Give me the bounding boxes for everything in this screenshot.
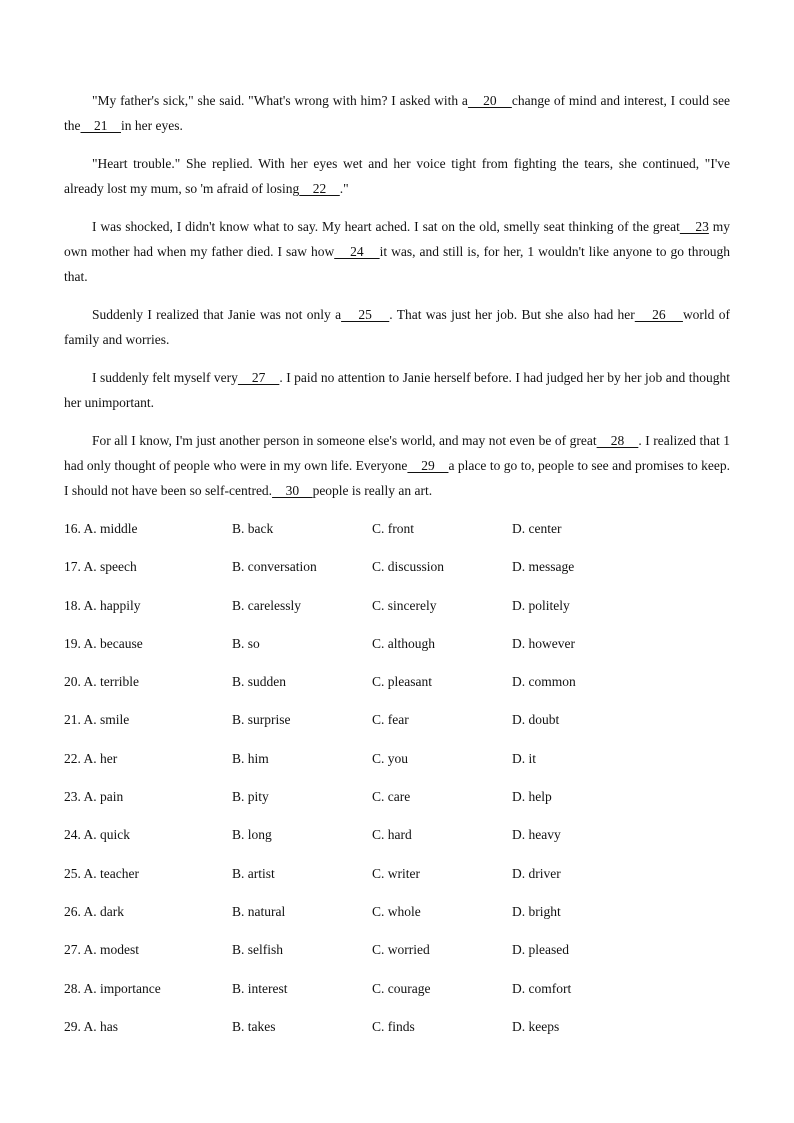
option-d: D. heavy [512, 827, 561, 843]
options-list [64, 518, 730, 1054]
passage-text: "Heart trouble." She replied. With her eyes wet and her voice tight from fighting the tears, she continued, "I've already lost my mum, so 'm afraid of losing [64, 156, 730, 196]
blank-number: 24 [334, 244, 380, 259]
passage-text: Suddenly I realized that Janie was not only a [92, 307, 342, 322]
option-c: C. you [372, 750, 409, 766]
option-d: D. it [512, 750, 537, 766]
option-c: C. whole [372, 903, 421, 919]
question-row [64, 748, 730, 786]
option-d: D. however [512, 635, 575, 651]
option-d: D. politely [512, 597, 570, 613]
blank-number: 28 [596, 433, 639, 448]
option-a: 24. A. quick [64, 827, 130, 843]
option-c: C. finds [372, 1018, 415, 1034]
passage-text: in her eyes. [121, 118, 183, 133]
passage-text: I suddenly felt myself very [92, 370, 238, 385]
passage-text: people is really an art. [312, 483, 433, 498]
passage-text: For all I know, I'm just another person in someone else's world, and may not even be of great [92, 433, 597, 448]
option-c: C. courage [372, 980, 431, 996]
question-row [64, 633, 730, 671]
option-b: B. conversation [232, 559, 317, 575]
option-c: C. front [372, 521, 414, 536]
option-d: D. comfort [512, 980, 572, 996]
question-row [64, 671, 730, 709]
passage-text: "My father's sick," she said. "What's wrong with him? I asked with a [92, 93, 468, 108]
passage-text: I was shocked, I didn't know what to say. My heart ached. I sat on the old, smelly seat thinking of the great [92, 219, 680, 234]
passage-text: ." [339, 181, 349, 196]
question-row [64, 824, 730, 862]
option-c: C. fear [372, 712, 409, 728]
blank-number: 30 [272, 483, 313, 498]
option-c: C. discussion [372, 559, 445, 575]
passage-text: world of family and worries. [64, 307, 731, 347]
option-c: C. although [372, 635, 435, 651]
option-b: B. takes [232, 1018, 276, 1034]
option-c: C. care [372, 789, 411, 805]
passage-paragraph [64, 302, 730, 352]
passage [64, 88, 730, 516]
option-a: 25. A. teacher [64, 865, 139, 881]
option-a: 26. A. dark [64, 903, 124, 919]
option-a: 17. A. speech [64, 559, 137, 575]
passage-text: change of mind and interest, I could see the [64, 93, 730, 133]
blank-number: 22 [299, 181, 340, 196]
passage-text: my own mother had when my father died. I saw how [64, 219, 730, 259]
blank-number: 20 [467, 93, 512, 108]
passage-paragraph [64, 365, 730, 415]
option-a: 27. A. modest [64, 942, 140, 958]
option-c: C. hard [372, 827, 412, 843]
passage-text: a place to go to, people to see and promises to keep. I should not have been so self-centred. [64, 458, 731, 498]
option-a: 28. A. importance [64, 980, 161, 996]
option-d: D. help [512, 789, 552, 805]
blank-number: 26 [634, 307, 683, 322]
passage-paragraph [64, 88, 730, 138]
question-row [64, 595, 730, 633]
option-b: B. sudden [232, 674, 286, 690]
option-c: C. pleasant [372, 674, 432, 690]
option-b: B. long [232, 827, 272, 843]
option-a: 16. A. middle [64, 521, 138, 536]
passage-paragraph [64, 428, 730, 503]
blank-number: 29 [407, 458, 449, 473]
blank-number: 27 [237, 370, 280, 385]
option-d: D. pleased [512, 942, 569, 958]
option-d: D. driver [512, 865, 561, 881]
option-a: 23. A. pain [64, 789, 124, 805]
question-row [64, 518, 730, 556]
option-d: D. message [512, 559, 575, 575]
option-b: B. carelessly [232, 597, 301, 613]
passage-paragraph [64, 214, 730, 289]
question-row [64, 1016, 730, 1054]
question-row [64, 556, 730, 594]
option-b: B. interest [232, 980, 288, 996]
passage-text: . That was just her job. But she also had her [389, 307, 635, 322]
question-row [64, 939, 730, 977]
question-row [64, 863, 730, 901]
question-row [64, 786, 730, 824]
option-a: 21. A. smile [64, 712, 130, 728]
option-d: D. keeps [512, 1018, 560, 1034]
option-d: D. center [512, 521, 562, 536]
option-b: B. natural [232, 903, 286, 919]
option-a: 20. A. terrible [64, 674, 139, 690]
question-row [64, 978, 730, 1016]
option-b: B. him [232, 750, 269, 766]
option-b: B. pity [232, 789, 269, 805]
question-row [64, 709, 730, 747]
option-b: B. artist [232, 865, 275, 881]
passage-paragraph [64, 151, 730, 201]
option-c: C. writer [372, 865, 420, 881]
option-d: D. doubt [512, 712, 560, 728]
passage-text: . I paid no attention to Janie herself before. I had judged her by her job and thought her unimportant. [64, 370, 730, 410]
passage-text: . I realized that 1 had only thought of people who were in my own life. Everyone [64, 433, 730, 473]
blank-number: 25 [341, 307, 390, 322]
option-a: 29. A. has [64, 1018, 118, 1034]
option-a: 18. A. happily [64, 597, 141, 613]
option-b: B. surprise [232, 712, 291, 728]
question-row [64, 901, 730, 939]
option-a: 19. A. because [64, 635, 143, 651]
option-b: B. so [232, 635, 260, 651]
passage-text: it was, and still is, for her, 1 wouldn't like anyone to go through that. [64, 244, 730, 284]
option-a: 22. A. her [64, 750, 118, 766]
option-d: D. bright [512, 903, 561, 919]
option-b: B. selfish [232, 942, 284, 958]
option-c: C. worried [372, 942, 430, 958]
blank-number: 23 [679, 219, 709, 234]
option-c: C. sincerely [372, 597, 437, 613]
option-b: B. back [232, 521, 274, 536]
blank-number: 21 [80, 118, 121, 133]
option-d: D. common [512, 674, 576, 690]
